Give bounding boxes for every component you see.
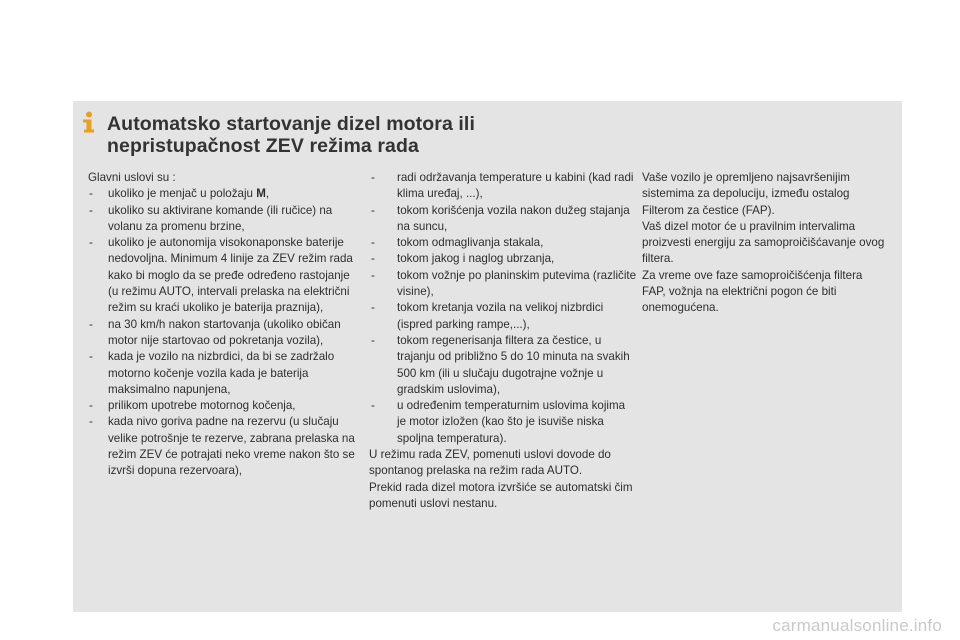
list-item: - kada nivo goriva padne na rezervu (u slučaju velike potrošnje te rezerve, zabrana prelaska na režim ZEV će potrajati neko vreme nakon što se izvrši dopuna rezervoara),: [88, 414, 363, 479]
column-more-conditions: [369, 170, 637, 512]
watermark: carmanualsonline.info: [772, 616, 942, 635]
diesel-stop-paragraph: Prekid rada dizel motora izvršiće se automatski čim pomenuti uslovi nestanu.: [369, 480, 633, 510]
info-icon: [80, 111, 98, 133]
zev-mode-paragraph: U režimu rada ZEV, pomenuti uslovi dovode do spontanog prelaska na režim rada AUTO.: [369, 448, 611, 478]
page-title: [107, 113, 475, 157]
list-item: - radi održavanja temperature u kabini (kad radi klima uređaj, ...),: [369, 170, 637, 203]
list-item: - tokom korišćenja vozila nakon dužeg stajanja na suncu,: [369, 203, 637, 236]
list-item: [88, 186, 363, 202]
column-main-conditions: [88, 170, 363, 480]
item-text-end: ,: [265, 187, 270, 201]
item-text: ukoliko je menjač u položaju: [108, 187, 257, 201]
list-item: - na 30 km/h nakon startovanja (ukoliko običan motor nije startovao od pokretanja vozila),: [88, 317, 363, 350]
fap-paragraph-2: Vaš dizel motor će u pravilnim intervalima proizvesti energiju za samoproičišćavanje ovog filtera.: [642, 219, 885, 266]
gear-position-m: M: [256, 187, 266, 201]
list-item: - ukoliko su aktivirane komande (ili ručice) na volanu za promenu brzine,: [88, 203, 363, 236]
conditions-list-continued: [369, 170, 637, 447]
title-line-2: nepristupačnost ZEV režima rada: [107, 135, 419, 157]
list-item: - tokom odmaglivanja stakala,: [369, 235, 637, 251]
list-item: - tokom vožnje po planinskim putevima (različite visine),: [369, 268, 637, 301]
list-item: - ukoliko je autonomija visokonaponske baterije nedovoljna. Minimum 4 linije za ZEV režim rada kako bi moglo da se pređe određeno rastojanje (u režimu AUTO, intervali prelaska na električni režim su kraći ukoliko je baterija praznija),: [88, 235, 363, 316]
title-line-1: Automatsko startovanje dizel motora ili: [107, 113, 475, 135]
fap-paragraph-1: Vaše vozilo je opremljeno najsavršenijim sistemima za depoluciju, između ostalog Filterom za čestice (FAP).: [642, 171, 850, 217]
list-item: - tokom regenerisanja filtera za čestice, u trajanju od približno 5 do 10 minuta na svakih 500 km (ili u slučaju dugotrajne vožnje u gradskim uslovima),: [369, 333, 637, 398]
fap-paragraph-3: Za vreme ove faze samoproičišćenja filtera FAP, vožnja na električni pogon će biti onemogućena.: [642, 268, 863, 315]
conditions-intro: Glavni uslovi su :: [88, 171, 176, 184]
column-fap-info: [642, 170, 887, 317]
list-item: - tokom kretanja vozila na velikoj nizbrdici (ispred parking rampe,...),: [369, 300, 637, 333]
list-item: - u određenim temperaturnim uslovima kojima je motor izložen (kao što je isuviše niska spoljna temperatura).: [369, 398, 637, 447]
list-item: - prilikom upotrebe motornog kočenja,: [88, 398, 363, 414]
list-item: - tokom jakog i naglog ubrzanja,: [369, 251, 637, 267]
conditions-list: [88, 186, 363, 479]
list-item: - kada je vozilo na nizbrdici, da bi se zadržalo motorno kočenje vozila kada je baterija maksimalno napunjena,: [88, 349, 363, 398]
